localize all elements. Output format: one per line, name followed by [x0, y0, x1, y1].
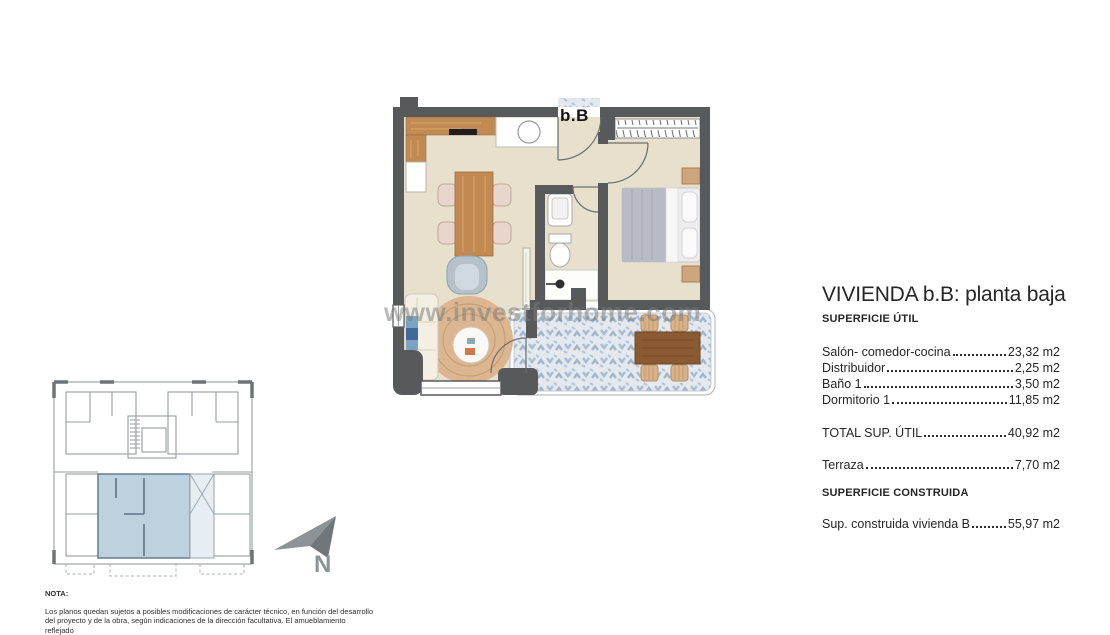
dot-leader [892, 402, 1007, 404]
toilet [549, 234, 571, 243]
north-label: N [314, 551, 332, 576]
nota-line1: Los planos quedan sujetos a posibles modificaciones de carácter técnico, en función del desarrollo [45, 606, 374, 616]
area-row-bano [822, 375, 1060, 391]
pillow [682, 192, 697, 222]
total-sup-util-row [822, 424, 1060, 440]
key-plan [40, 374, 272, 580]
area-row-value: 2,25 m2 [1014, 361, 1060, 375]
coffee-table [453, 327, 489, 363]
terraza-row [822, 456, 1060, 472]
dashed-lines [66, 564, 244, 576]
nota-line2: del proyecto y de la obra, según indicaciones de la dirección facultativa. El amueblamiento reflejado [45, 616, 346, 635]
watermark: www.investforhome.com [384, 297, 702, 327]
area-row-distribuidor [822, 359, 1060, 375]
area-row-label: Salón- comedor-cocina [822, 345, 951, 359]
dot-leader [953, 354, 1006, 356]
apartment-floor-plan [383, 88, 728, 400]
nota-heading: NOTA: [45, 589, 69, 598]
dot-leader [924, 435, 1006, 437]
highlighted-unit [98, 474, 214, 558]
area-row-value: 40,92 m2 [1007, 426, 1060, 440]
area-row-value: 3,50 m2 [1014, 377, 1060, 391]
area-row-value: 11,85 m2 [1008, 393, 1060, 407]
page-title: VIVIENDA b.B: planta baja [822, 283, 1066, 306]
area-row-salon [822, 343, 1060, 359]
area-row-label: Dormitorio 1 [822, 393, 891, 407]
dot-leader [866, 467, 1013, 469]
pillow [682, 228, 697, 258]
area-row-dormitorio [822, 391, 1060, 407]
area-row-label: Baño 1 [822, 377, 862, 391]
area-row-label: TOTAL SUP. ÚTIL [822, 426, 923, 440]
nota-block [45, 589, 375, 635]
area-row-label: Terraza [822, 458, 864, 472]
kitchen-cabinet [406, 162, 426, 192]
kitchen-sink [518, 121, 540, 143]
area-row-label: Sup. construida vivienda B [822, 517, 971, 531]
dot-leader [972, 526, 1006, 528]
nightstand [682, 168, 700, 184]
nightstand [682, 266, 700, 282]
dot-leader [887, 370, 1013, 372]
area-row-value: 7,70 m2 [1014, 458, 1060, 472]
sup-construida-row [822, 515, 1060, 531]
north-arrow [270, 510, 350, 576]
cooktop [449, 129, 477, 135]
superficie-util-heading: SUPERFICIE ÚTIL [822, 313, 919, 325]
dot-leader [864, 386, 1013, 388]
superficie-construida-heading: SUPERFICIE CONSTRUIDA [822, 487, 969, 499]
area-row-value: 23,32 m2 [1007, 345, 1060, 359]
details-panel [822, 283, 1066, 531]
area-row-label: Distribuidor [822, 361, 886, 375]
unit-label: b.B [560, 106, 589, 125]
area-row-value: 55,97 m2 [1007, 517, 1060, 531]
